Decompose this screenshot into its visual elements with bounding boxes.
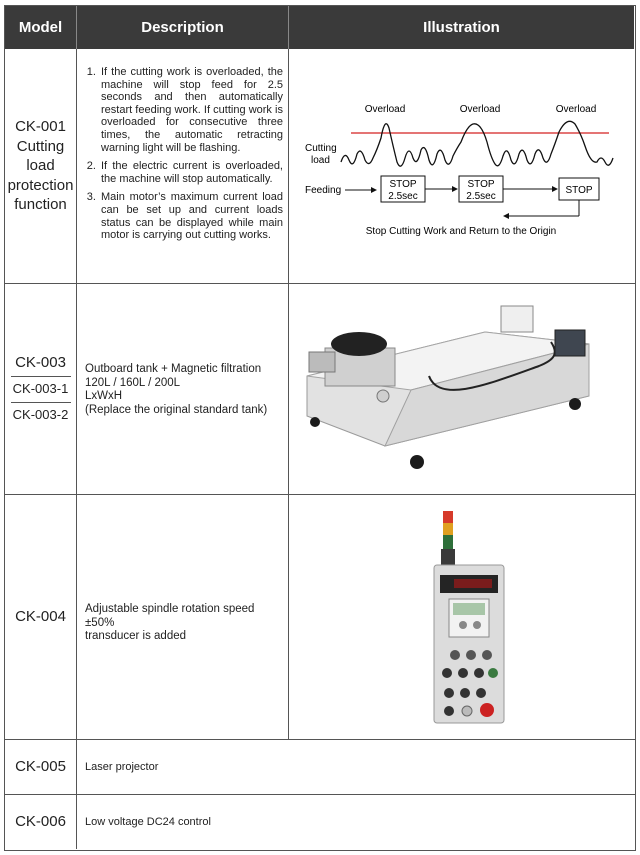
flow-arrow-head (371, 187, 377, 193)
emergency-stop-button (480, 703, 494, 717)
selector-knob (444, 706, 454, 716)
stop-box-1-label: STOP (389, 179, 417, 190)
speed-digits (454, 579, 492, 588)
selector-knob (466, 650, 476, 660)
feature-list (81, 66, 283, 242)
row-divider (5, 739, 635, 740)
model-name-line: function (14, 196, 67, 214)
illustration-ck-004 (289, 495, 634, 739)
header-description: Description (76, 6, 288, 49)
signal-tower-base (441, 549, 455, 567)
model-name: CK-003-1 (12, 380, 69, 396)
control-panel-image (289, 495, 634, 739)
white-button (462, 706, 472, 716)
return-arrow-head (503, 213, 509, 219)
selector-knob (474, 668, 484, 678)
return-caption: Stop Cutting Work and Return to the Origin (365, 226, 557, 237)
overload-diagram (289, 50, 634, 282)
selector-knob (450, 650, 460, 660)
flow-arrow-head (552, 186, 558, 192)
stop-box-1-delay: 2.5sec (388, 191, 418, 202)
model-ck-004 (5, 495, 76, 739)
cutting-load-label-2: load (311, 155, 330, 166)
signal-light-amber (443, 523, 453, 535)
keypad-screen (453, 603, 485, 615)
selector-knob (444, 688, 454, 698)
keypad-button (459, 621, 467, 629)
overload-label-2: Overload (459, 104, 501, 115)
stop-box-2-delay: 2.5sec (466, 191, 496, 202)
description-line: LxWxH (85, 390, 123, 402)
stop-box-2-label: STOP (467, 179, 495, 190)
overload-label-1: Overload (364, 104, 406, 115)
model-name: CK-005 (15, 758, 66, 776)
description-line: transducer is added (85, 630, 187, 642)
feeding-label: Feeding (305, 185, 342, 196)
model-ck-001 (5, 49, 76, 283)
selector-knob (460, 688, 470, 698)
description-ck-001 (81, 66, 283, 248)
header-illustration: Illustration (288, 6, 634, 49)
description-line: (Replace the original standard tank) (85, 403, 268, 416)
list-item: 2. If the electric current is overloaded, the machine will stop automatically. (99, 160, 283, 185)
description-ck-004 (85, 603, 285, 644)
model-name-line: protection (7, 176, 74, 194)
model-ck-005 (5, 740, 76, 794)
cutting-load-label-1: Cutting (305, 143, 337, 154)
options-table (4, 5, 636, 851)
control-box (501, 306, 533, 332)
list-item: 1. If the cutting work is overloaded, the machine will stop feed for 2.5 seconds and then automatically restart feeding work. If cutting work is overloaded for consecutive three times, the automatic retracting warning light will be flashing. (99, 66, 283, 154)
wheel (569, 398, 581, 410)
filter-chute (309, 352, 335, 372)
description-ck-003 (85, 363, 285, 417)
column-divider (76, 49, 77, 739)
model-name: CK-003-2 (12, 406, 69, 422)
magnetic-drum (331, 332, 387, 356)
model-ck-003 (5, 284, 76, 494)
description-ck-006: Low voltage DC24 control (85, 816, 211, 828)
description-line: 120L / 160L / 200L (85, 376, 181, 389)
description-line: ±50% (85, 616, 115, 629)
model-name-line: Cutting (16, 137, 65, 155)
description-line: Outboard tank + Magnetic filtration (85, 363, 262, 375)
pump-motor (555, 330, 585, 356)
stop-box-3-label: STOP (565, 185, 593, 196)
illustration-ck-003 (289, 284, 634, 494)
wheel (310, 417, 320, 427)
selector-knob (442, 668, 452, 678)
model-name: CK-004 (15, 608, 66, 626)
selector-knob (458, 668, 468, 678)
selector-knob (476, 688, 486, 698)
model-name-line: load (26, 157, 55, 175)
illustration-ck-001 (289, 50, 634, 282)
model-name: CK-006 (15, 813, 66, 831)
signal-light-green (443, 535, 453, 549)
overload-label-3: Overload (555, 104, 597, 115)
signal-light-red (443, 511, 453, 523)
knob (377, 390, 389, 402)
list-item: 3. Main motor’s maximum current load can be set up and current loads status can be displayed while main motor is carrying out cutting works. (99, 191, 283, 241)
header-model: Model (5, 6, 76, 49)
model-name: CK-003 (15, 354, 66, 372)
flow-arrow-head (452, 186, 458, 192)
green-button (488, 668, 498, 678)
model-ck-006 (5, 795, 76, 849)
model-name: CK-001 (15, 118, 66, 136)
description-line: Adjustable spindle rotation speed (85, 603, 255, 615)
wheel (410, 455, 424, 469)
selector-knob (482, 650, 492, 660)
cutting-load-curve (341, 121, 613, 166)
coolant-tank-image (289, 284, 634, 494)
keypad-button (473, 621, 481, 629)
description-ck-005: Laser projector (85, 761, 159, 773)
row-divider (5, 794, 635, 795)
